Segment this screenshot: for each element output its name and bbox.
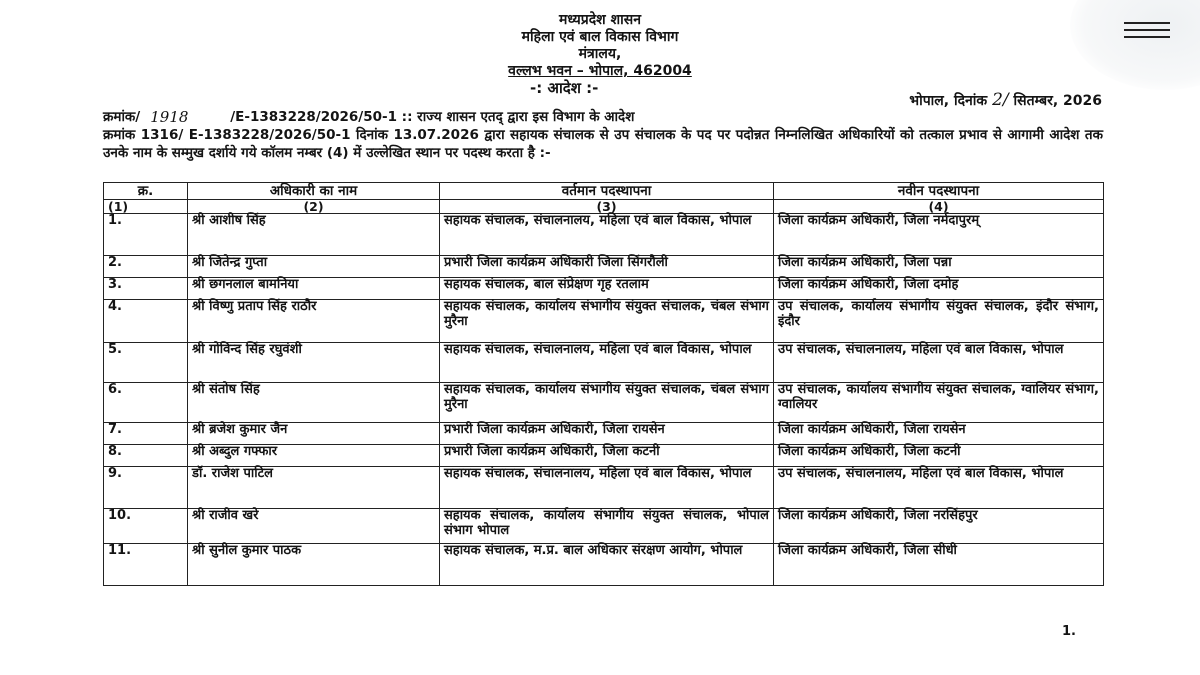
row-new-posting: जिला कार्यक्रम अधिकारी, जिला नरसिंहपुर [774, 509, 1104, 544]
table-header-row [104, 183, 1104, 200]
table-colnum-row [104, 200, 1104, 214]
row-officer-name: श्री राजीव खरे [188, 509, 440, 544]
reference-line [103, 108, 1103, 126]
table-row [104, 423, 1104, 445]
row-new-posting: जिला कार्यक्रम अधिकारी, जिला रायसेन [774, 423, 1104, 445]
table-row [104, 445, 1104, 467]
place-date-prefix: भोपाल, दिनांक [909, 93, 988, 109]
table-row [104, 343, 1104, 383]
row-current-posting: सहायक संचालक, म.प्र. बाल अधिकार संरक्षण आयोग, भोपाल [440, 544, 774, 586]
row-serial: 3. [104, 278, 188, 300]
row-new-posting: जिला कार्यक्रम अधिकारी, जिला सीधी [774, 544, 1104, 586]
page-number: 1. [1062, 624, 1076, 639]
header-address: वल्लभ भवन – भोपाल, 462004 [508, 63, 692, 79]
row-serial: 7. [104, 423, 188, 445]
row-new-posting: जिला कार्यक्रम अधिकारी, जिला कटनी [774, 445, 1104, 467]
order-body: क्रमांक 1316/ E-1383228/2026/50-1 दिनांक 13.07.2026 द्वारा सहायक संचालक से उप संचालक के पद पर पदोन्नत निम्नलिखित अधिकारियों को तत्काल प्रभाव से आगामी आदेश तक उनके नाम के सम्मुख दर्शाये गये कॉलम नम्बर (4) में उल्लेखित स्थान पर पदस्थ करता है :- [103, 127, 1103, 161]
header-new-posting: नवीन पदस्थापना [774, 183, 1104, 200]
row-new-posting: जिला कार्यक्रम अधिकारी, जिला दमोह [774, 278, 1104, 300]
row-new-posting: उप संचालक, संचालनालय, महिला एवं बाल विकास, भोपाल [774, 343, 1104, 383]
row-current-posting: सहायक संचालक, कार्यालय संभागीय संयुक्त संचालक, भोपाल संभाग भोपाल [440, 509, 774, 544]
table-row [104, 278, 1104, 300]
row-current-posting: सहायक संचालक, संचालनालय, महिला एवं बाल विकास, भोपाल [440, 343, 774, 383]
row-officer-name: श्री जितेन्द्र गुप्ता [188, 256, 440, 278]
row-current-posting: सहायक संचालक, कार्यालय संभागीय संयुक्त संचालक, चंबल संभाग मुरैना [440, 300, 774, 343]
row-current-posting: सहायक संचालक, संचालनालय, महिला एवं बाल विकास, भोपाल [440, 467, 774, 509]
row-serial: 10. [104, 509, 188, 544]
row-serial: 1. [104, 214, 188, 256]
header-government: मध्यप्रदेश शासन [559, 12, 641, 28]
table-row [104, 509, 1104, 544]
hamburger-menu-icon[interactable] [1124, 22, 1170, 42]
row-current-posting: सहायक संचालक, कार्यालय संभागीय संयुक्त संचालक, चंबल संभाग मुरैना [440, 383, 774, 423]
row-officer-name: डॉ. राजेश पाटिल [188, 467, 440, 509]
table-row [104, 256, 1104, 278]
row-serial: 9. [104, 467, 188, 509]
row-current-posting: सहायक संचालक, संचालनालय, महिला एवं बाल विकास, भोपाल [440, 214, 774, 256]
header-officer-name: अधिकारी का नाम [188, 183, 440, 200]
row-new-posting: उप संचालक, कार्यालय संभागीय संयुक्त संचालक, इंदौर संभाग, इंदौर [774, 300, 1104, 343]
colnum-1: (1) [104, 200, 188, 214]
row-serial: 2. [104, 256, 188, 278]
row-officer-name: श्री छगनलाल बामनिया [188, 278, 440, 300]
row-new-posting: जिला कार्यक्रम अधिकारी, जिला नर्मदापुरम् [774, 214, 1104, 256]
row-officer-name: श्री सुनील कुमार पाठक [188, 544, 440, 586]
colnum-2: (2) [188, 200, 440, 214]
place-date-day: 2/ [992, 90, 1009, 110]
place-date-suffix: सितम्बर, 2026 [1013, 93, 1102, 109]
order-intro [103, 108, 1103, 162]
row-officer-name: श्री अब्दुल गफ्फार [188, 445, 440, 467]
row-officer-name: श्री विष्णु प्रताप सिंह राठौर [188, 300, 440, 343]
header-ministry: मंत्रालय, [578, 46, 622, 62]
row-officer-name: श्री गोविन्द सिंह रघुवंशी [188, 343, 440, 383]
table-row [104, 214, 1104, 256]
ref-prefix: क्रमांक/ [103, 109, 141, 125]
header-current-posting: वर्तमान पदस्थापना [440, 183, 774, 200]
table-row [104, 383, 1104, 423]
posting-table [103, 182, 1104, 586]
row-serial: 6. [104, 383, 188, 423]
table-row [104, 300, 1104, 343]
corner-shade [1070, 0, 1200, 90]
order-title: -: आदेश :- [530, 79, 599, 97]
colnum-3: (3) [440, 200, 774, 214]
table-row [104, 467, 1104, 509]
row-serial: 11. [104, 544, 188, 586]
row-current-posting: प्रभारी जिला कार्यक्रम अधिकारी, जिला कटनी [440, 445, 774, 467]
table-row [104, 544, 1104, 586]
row-serial: 5. [104, 343, 188, 383]
colnum-4: (4) [774, 200, 1104, 214]
place-date [760, 90, 1102, 110]
row-new-posting: उप संचालक, संचालनालय, महिला एवं बाल विकास, भोपाल [774, 467, 1104, 509]
row-current-posting: प्रभारी जिला कार्यक्रम अधिकारी जिला सिंगरौली [440, 256, 774, 278]
header-department: महिला एवं बाल विकास विभाग [521, 29, 679, 45]
ref-rest: /E-1383228/2026/50-1 :: राज्य शासन एतद् द्वारा इस विभाग के आदेश [230, 109, 635, 125]
row-serial: 8. [104, 445, 188, 467]
row-officer-name: श्री ब्रजेश कुमार जैन [188, 423, 440, 445]
row-new-posting: उप संचालक, कार्यालय संभागीय संयुक्त संचालक, ग्वालियर संभाग, ग्वालियर [774, 383, 1104, 423]
row-officer-name: श्री संतोष सिंह [188, 383, 440, 423]
row-new-posting: जिला कार्यक्रम अधिकारी, जिला पन्ना [774, 256, 1104, 278]
row-serial: 4. [104, 300, 188, 343]
ref-number: 1918 [150, 108, 189, 126]
row-current-posting: सहायक संचालक, बाल संप्रेक्षण गृह रतलाम [440, 278, 774, 300]
header-serial: क्र. [104, 183, 188, 200]
row-current-posting: प्रभारी जिला कार्यक्रम अधिकारी, जिला रायसेन [440, 423, 774, 445]
row-officer-name: श्री आशीष सिंह [188, 214, 440, 256]
